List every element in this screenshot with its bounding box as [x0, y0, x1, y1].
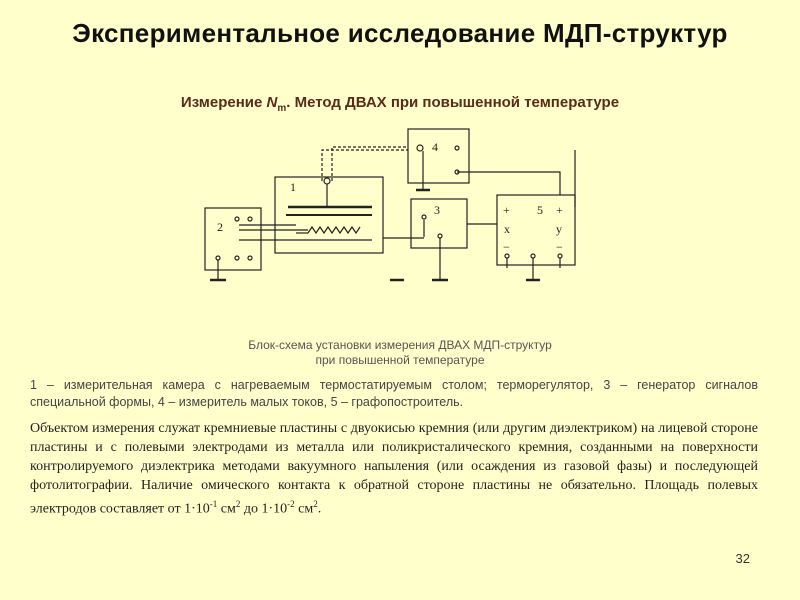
body-exp-4: 2: [313, 499, 318, 509]
meter-terminal-1: [417, 145, 423, 151]
heater-coil: [308, 227, 360, 233]
subtitle-symbol: N: [266, 94, 278, 111]
plotter-terminal-label-x-minus: −: [503, 240, 510, 254]
block-label-4: 4: [432, 140, 438, 154]
block-label-3: 3: [434, 203, 440, 217]
plotter-terminal-label-y: y: [556, 222, 562, 236]
block-label-5: 5: [537, 203, 543, 217]
block-4-current-meter: [408, 129, 469, 183]
block-2-thermoregulator: [205, 208, 261, 270]
plotter-terminal-label-x: x: [504, 222, 510, 236]
shielded-cable-2: [332, 147, 408, 181]
meter-to-plotter: [457, 172, 560, 195]
diagram-caption-line1: Блок-схема установки измерения ДВАХ МДП-структур: [248, 338, 552, 352]
subtitle-suffix: . Метод ДВАХ при повышенной температуре: [286, 94, 620, 111]
thermo-terminal-c: [216, 256, 220, 260]
probe-contact: [324, 178, 330, 184]
subtitle-subscript: m: [277, 103, 287, 114]
generator-terminal-2: [438, 234, 442, 238]
plotter-terminal-x-minus: [505, 254, 509, 258]
body-exp-2: 2: [235, 499, 241, 509]
thermo-terminal-b: [248, 217, 252, 221]
page-number: 32: [735, 551, 750, 566]
block-label-2: 2: [217, 220, 223, 234]
generator-terminal-1: [422, 215, 426, 219]
diagram-caption-line2: при повышенной температуре: [315, 353, 485, 367]
plotter-terminal-label-y-plus: +: [556, 203, 563, 217]
thermo-terminal-e: [248, 256, 252, 260]
shielded-cable: [322, 150, 408, 181]
thermo-terminal-a: [235, 217, 239, 221]
body-part-2: см: [217, 501, 236, 517]
block-label-1: 1: [290, 180, 296, 194]
body-part-3: до 1·10: [240, 501, 288, 517]
body-exp-3: -2: [287, 499, 295, 509]
plotter-terminal-label-x-plus: +: [503, 203, 510, 217]
thermo-terminal-d: [235, 256, 239, 260]
plotter-terminal-mid: [531, 254, 535, 258]
body-part-4: см: [294, 501, 314, 517]
slide-title: Экспериментальное исследование МДП-структур: [72, 18, 728, 48]
meter-terminal-2: [455, 146, 459, 150]
plotter-terminal-y-minus: [558, 254, 562, 258]
body-part-1: Объектом измерения служат кремниевые пластины с двуокисью кремния (или другим диэлектриком) на лицевой стороне пластины и с полевыми электродами из металла или поликристалического кремния, созданными на поверхности контролируемого диэлектрика методами вакуумного напыления (или осаждения из газовой фазы) и последующей фотолитографии. Наличие омического контакта к обратной стороне пластины не обязательно. Площадь полевых электродов составляет от 1·10: [30, 421, 758, 517]
diagram-legend: 1 – измерительная камера с нагреваемым термостатируемым столом; терморегулятор, 3 – генератор сигналов специальной формы, 4 – измеритель малых токов, 5 – графопостроитель.: [30, 378, 758, 409]
plotter-terminal-label-y-minus: −: [556, 240, 563, 254]
body-part-5: .: [317, 501, 322, 517]
subtitle-prefix: Измерение: [180, 94, 267, 111]
body-exp-1: -1: [209, 499, 218, 509]
body-paragraph: [30, 419, 758, 519]
